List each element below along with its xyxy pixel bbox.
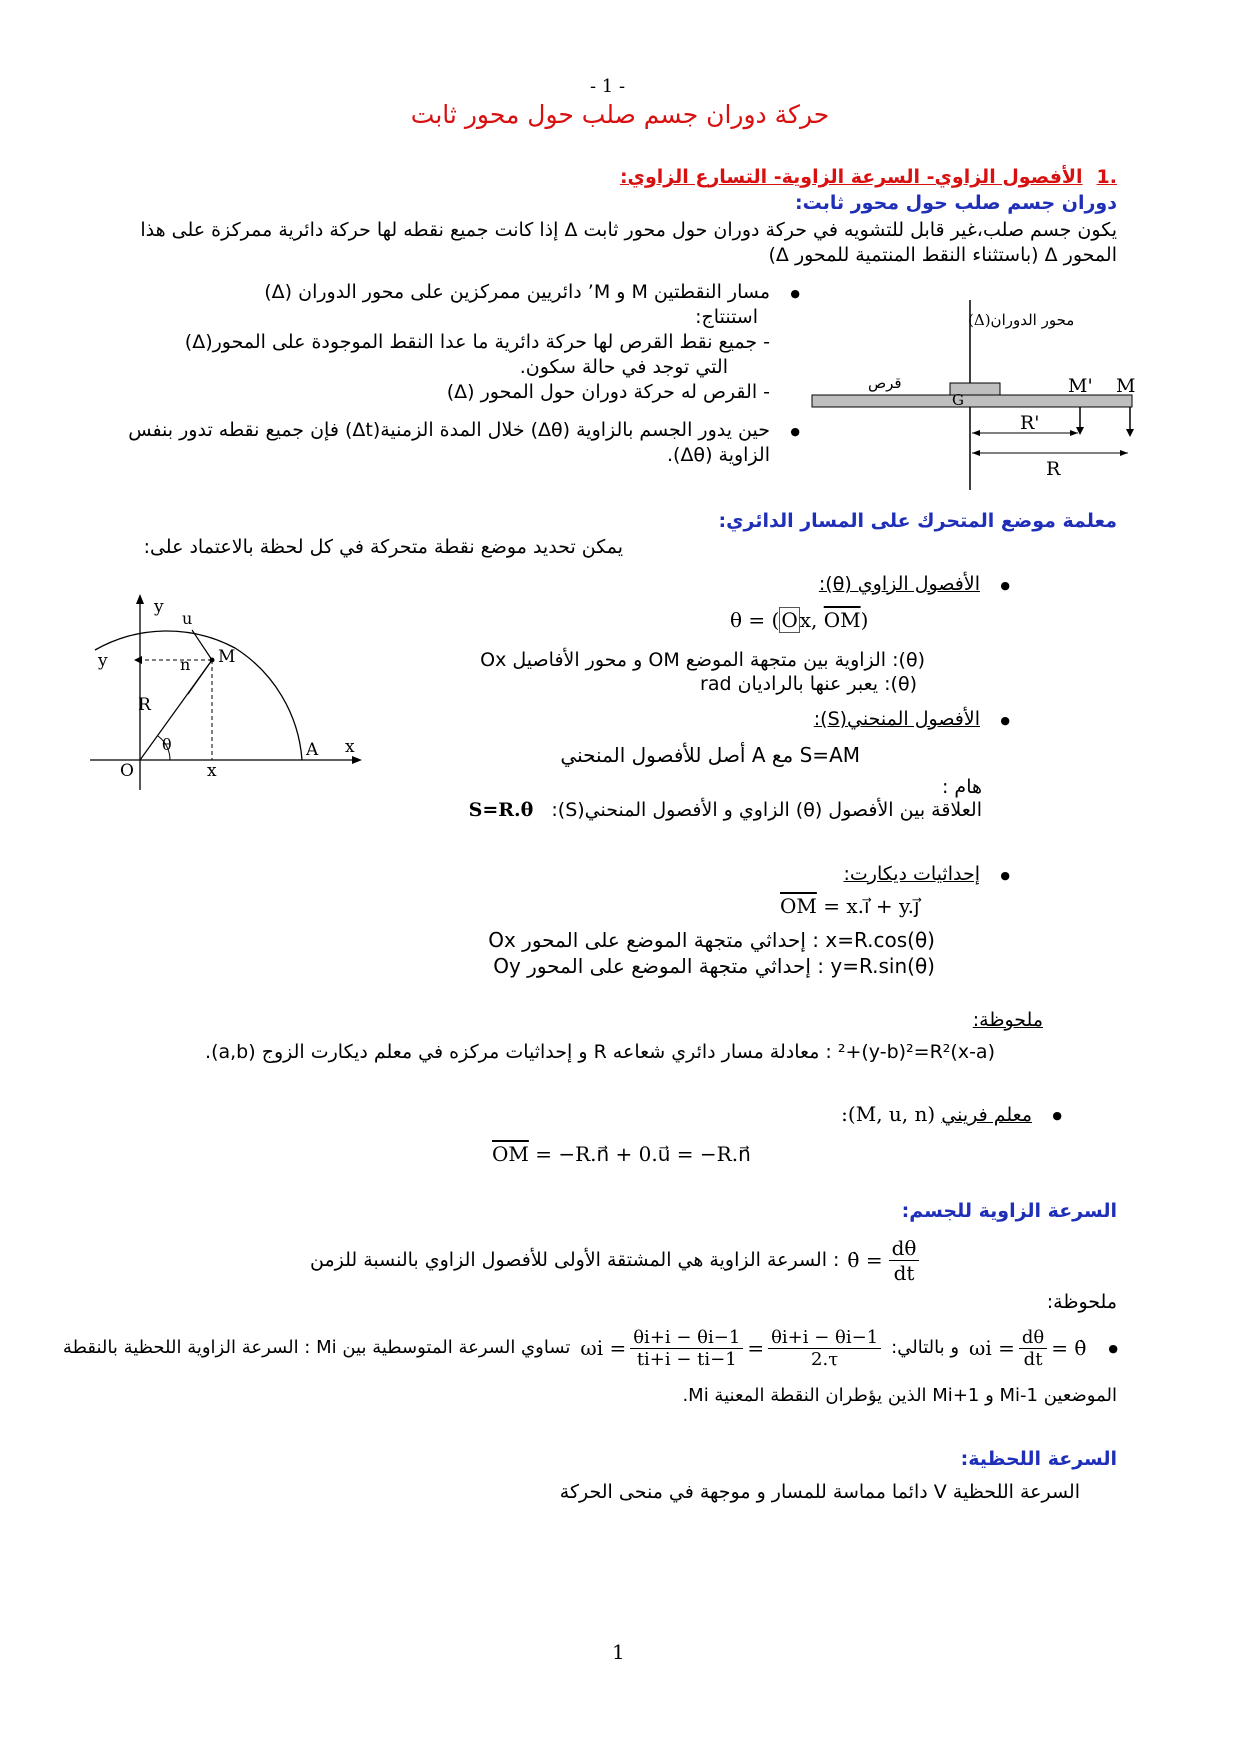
disc-label: قرص [868,374,902,392]
r-label: R [138,695,151,715]
m-label: M [218,647,236,667]
n-label: n [180,655,191,674]
cartesian-x: x=R.cos(θ) : إحداثي متجهة الموضع على المحور Ox [488,928,935,952]
angular-definition-text: (θ): الزاوية بين متجهة الموضع OM و محور الأفاصيل Ox [480,649,925,671]
circular-path [95,631,302,760]
a-label: A [306,740,319,760]
x-mark-label: x [207,761,217,781]
fraction-numerator: θi+i − θi−1 [768,1327,881,1349]
r-label: R [1046,458,1061,480]
and-thus-text: و بالتالي: [891,1337,960,1358]
dtheta-dt-fraction [889,1236,920,1285]
omega-symbol: ωi = [969,1336,1015,1360]
note-heading: ملحوظة: [972,1009,1043,1031]
finite-difference-fraction [630,1327,743,1370]
frenet-heading: معلم فريني [941,1104,1032,1126]
bullet-item: ● مسار النقطتين M و M’ دائريين ممركزين على محور الدوران (Δ) [264,280,770,304]
y-projection-arrowhead [134,656,142,664]
cartesian-y: y=R.sin(θ) : إحداثي متجهة الموضع على المحور Oy [493,954,935,978]
frenet-tuple: (M, u, n) [847,1102,936,1126]
paragraph-line: المحور Δ (باستثناء النقط المنتمية للمحور Δ) [768,244,1117,266]
subheading-rotation: دوران جسم صلب حول محور ثابت: [795,192,1117,214]
conclusion-label: استنتاج: [695,306,758,328]
fraction-numerator: θi+i − θi−1 [630,1327,743,1349]
y-axis-arrowhead [136,594,144,604]
fraction-denominator: ti+i − ti−1 [636,1348,737,1370]
tau-fraction [768,1327,881,1370]
section-number: .1 [1096,166,1117,188]
y-mark-label: y [98,651,108,671]
u-label: u [182,609,193,628]
fraction-denominator: dt [1023,1348,1043,1370]
dash-item-continued: التي توجد في حالة سكون. [519,356,728,378]
angular-abscissa-equation: θ = ( O x, $\overline{OM}$) [730,608,869,632]
subheading-position: معلمة موضع المتحرك على المسار الدائري: [718,510,1117,532]
n-vector [188,660,212,694]
bullet-dot: ● [1108,1341,1118,1355]
fraction-numerator: dθ [1019,1327,1047,1349]
curvilinear-equation: S=AM مع A أصل للأفصول المنحني [560,743,860,767]
x-axis-arrowhead [352,756,362,764]
frenet-line: ● معلم فريني :(M, u, n) [841,1102,1032,1127]
dash-item: - القرص له حركة دوران حول المحور (Δ) [446,381,770,403]
x-axis-label: x [345,737,355,757]
section-heading [620,166,1117,188]
theta-dot-symbol: θ̇ = [847,1248,883,1272]
m-label: M [1116,375,1136,397]
bullet-item: ● حين يدور الجسم بالزاوية (Δθ) خلال المدة الزمنية(Δt) فإن جميع نقطه تدور بنفس [128,418,770,442]
page-number-top: - 1 - [590,76,626,97]
disc-rotation-figure [800,295,1140,495]
m-prime-label: M' [1068,375,1093,397]
section-title: الأفصول الزاوي- السرعة الزاوية- التسارع الزاوي: [619,166,1083,188]
instant-speed-text: السرعة اللحظية V دائما مماسة للمسار و موجهة في منحى الحركة [559,1481,1080,1503]
dash-item-text: جميع نقط القرص لها حركة دائرية ما عدا النقط الموجودة على المحور(Δ) [184,331,758,353]
r-prime-label: R' [1020,412,1040,434]
m-prime-arrowhead [1076,427,1084,435]
fraction-numerator: dθ [889,1236,920,1261]
derivative-fraction [1019,1327,1047,1370]
cartesian-heading: ● إحداثيات ديكارت: [843,862,980,886]
y-axis-label: y [154,597,164,617]
theta-label: θ [162,735,172,754]
r-arrowhead-left [972,450,980,456]
r-prime-arrowhead-left [972,430,980,436]
angular-unit: (θ): يعبر عنها بالراديان rad [700,673,917,695]
omega-symbol: ωi = [580,1336,627,1360]
cartesian-equation: $\overline{OM}$ = x.i⃗ + y.j⃗ [780,894,920,918]
circle-trajectory-figure [70,590,370,795]
fraction-denominator: dt [893,1260,915,1285]
axis-label: محور الدوران(Δ) [968,311,1075,329]
fraction-denominator: 2.τ [811,1348,839,1370]
origin-label: O [120,761,134,781]
position-intro: يمكن تحديد موضع نقطة متحركة في كل لحظة بالاعتماد على: [143,536,623,558]
relation-equation: S=R.θ [468,799,534,821]
important-label: هام : [941,776,982,798]
angular-note-heading: ملحوظة: [1046,1291,1117,1313]
bullet-item-continued: الزاوية (Δθ). [666,444,770,466]
average-speed-line: تساوي السرعة المتوسطية بين Mi : السرعة الزاوية اللحظية بالنقطة ωi = $\frac{\theta i+i - \theta i-1}{ti+i - ti-1}$ = $\frac{\theta i+i - \theta i-1}{2.\tau}$ و بالتالي: ωi = $\frac{d\theta}{dt}$ = θ̇ ● [62,1326,1118,1370]
subheading-instant-speed: السرعة اللحظية: [960,1448,1117,1470]
average-speed-text: تساوي السرعة المتوسطية بين Mi : السرعة الزاوية اللحظية بالنقطة [62,1337,571,1358]
r-prime-arrowhead-right [1070,430,1078,436]
g-label: G [952,391,964,409]
relation-line [469,798,982,822]
subheading-angular-speed: السرعة الزاوية للجسم: [901,1200,1117,1222]
paragraph-line: يكون جسم صلب،غير قابل للتشويه في حركة دوران حول محور ثابت Δ إذا كانت جميع نقطه لها حركة دائرية ممركزة على هذا [140,219,1117,241]
angular-definition [480,648,925,672]
angular-abscissa-heading: ● الأفصول الزاوي (θ): [819,572,980,596]
u-vector [192,630,212,660]
angular-speed-definition: : السرعة الزاوية هي المشتقة الأولى للأفصول الزاوي بالنسبة للزمن [310,1249,840,1271]
page-number-bottom: 1 [612,1640,625,1664]
note-text: (x-a)²+(y-b)²=R² : معادلة مسار دائري شعاعه R و إحداثيات مركزه في معلم ديكارت الزوج (a,b). [205,1041,995,1063]
point-m [210,658,215,663]
dash-item-text: القرص له حركة دوران حول المحور (Δ) [446,381,758,403]
dash-item: - جميع نقط القرص لها حركة دائرية ما عدا النقط الموجودة على المحور(Δ) [184,331,770,353]
curvilinear-heading: ● الأفصول المنحني(S): [814,707,980,731]
page-title: حركة دوران جسم صلب حول محور ثابت [410,100,830,129]
frenet-equation: $\overline{OM}$ = −R.n⃗ + 0.u⃗ = −R.n⃗ [492,1142,751,1166]
average-speed-continued: الموضعين Mi-1 و Mi+1 الذين يؤطران النقطة المعنية Mi. [682,1385,1117,1406]
relation-text: العلاقة بين الأفصول (θ) الزاوي و الأفصول المنحني(S): [551,799,982,821]
angular-speed-line [310,1230,919,1290]
m-arrowhead [1126,429,1134,437]
r-arrowhead-right [1120,450,1128,456]
theta-dot-result: = θ̇ [1051,1336,1087,1360]
